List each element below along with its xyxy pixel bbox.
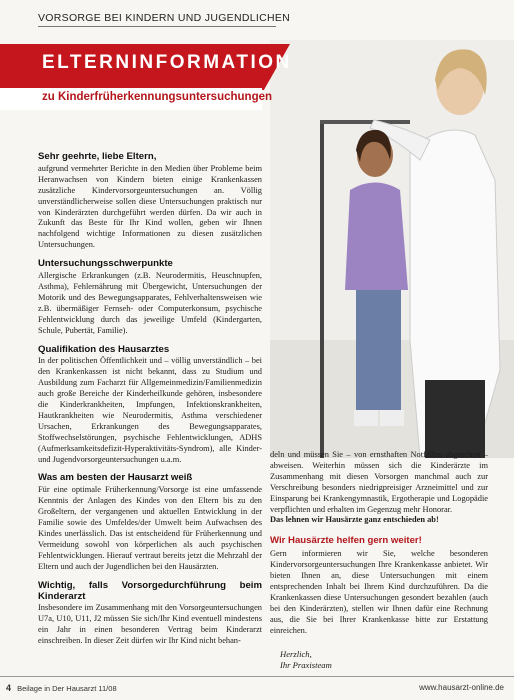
section-heading: Qualifikation des Hausarztes <box>38 343 170 355</box>
page-number: 4 <box>6 683 12 693</box>
issue-label: Beilage in Der Hausarzt 11/08 <box>17 684 117 693</box>
signature-greeting: Herzlich, <box>280 648 312 659</box>
section-text: Allergische Erkrankungen (z.B. Neurodermitis, Heuschnupfen, Asthma), Fehlernährung mit Übergewicht, Untersuchungen der Motorik und des Bewegungsapparates, Fehlverhaltensweisen wie z.B. übermäßiger Fernseh- oder Computerkonsum, psychische Fehlentwicklung durch das jeweilige Umfeld (Kindergarten, Schule, Pubertät, Familie). <box>38 271 262 335</box>
section-text: In der politischen Öffentlichkeit und – völlig unverständlich – bei den Krankenkassen ist nicht bekannt, dass zu Studium und Ausbildung zum Facharzt für Allgemeinmedizin/Familienmedizin auch große Bereiche der Kinderheilkunde gehören, insbesondere die Kinderkrankheiten, Impfungen, Infektionskrankheiten, Hautkrankheiten wie Neurodermitis, Asthma verschiedener Ursachen, Erkrankungen des Bewegungsapparates, Stoffwechselstörungen, psychische Fehlentwicklungen, ADHS (Aufmerksamkeitsdefizit-Hyperaktivitäts-Syndrom), alle Kinder- und Jugendvorsorgeuntersuchungen u.a.m. <box>38 356 262 464</box>
banner <box>0 44 318 108</box>
section-heading: Was am besten der Hausarzt weiß <box>38 472 193 484</box>
signature <box>280 649 488 671</box>
footer-url[interactable]: www.hausarzt-online.de <box>419 683 504 692</box>
column-right <box>270 450 488 671</box>
section-heading: Wichtig, falls Vorsorgedurchführung beim Kinderarzt <box>38 579 262 602</box>
help-text: Gern informieren wir Sie, welche besonderen Kindervorsorgeuntersuchungen Ihre Krankenkasse anbietet. Wir bieten Ihnen an, diese Untersuchungen mit einem entsprechenden Inhalt bei Ihrem Kind durchzuführen. Da die Krankenkassen diese Untersuchungen gesondert bezahlen (auch bei den Kinderärzten), stellen wir Ihnen dafür eine Rechnung aus, die Sie bei Ihrer Krankenkasse bitte zur Erstattung einreichen. <box>270 549 488 635</box>
banner-title: ELTERNINFORMATION <box>42 52 292 73</box>
section-text: Insbesondere im Zusammenhang mit den Vorsorgeuntersuchungen U7a, U10, U11, J2 müssen Sie sich/Ihr Kind eventuell mindestens ein Jahr in einen besonderen Vertrag beim Kinderarzt einschreiben. In dieser Zeit dürfen wir Ihr Kind nicht behan- <box>38 603 262 646</box>
signature-team: Ihr Praxisteam <box>280 659 332 670</box>
footer-left <box>6 683 117 693</box>
continued-text: deln und müssen Sie – von ernsthaften Notfällen abgesehen – abweisen. Weiterhin müssen sich die Kinderärzte im Zusammenhang mit diesen Vorsorgen manchmal auch zur Verschreibung besonders niedrigpreisiger Arzneimittel und zur Einsparung bei Krankengymnastik, Ergotherapie und Logopädie verpflichten und erhalten im Gegenzug mehr Honorar. <box>270 450 488 514</box>
help-heading: Wir Hausärzte helfen gern weiter! <box>270 535 422 547</box>
intro-heading: Sehr geehrte, liebe Eltern, <box>38 151 157 162</box>
intro-text: aufgrund vermehrter Berichte in den Medien über Probleme beim Heranwachsen von Kindern bieten einige Krankenkassen zusätzliche Kindervorsorgeuntersuchungen an. Völlig unverständlicherweise sollen diese Untersuchungen praktisch nur von Kinderärzten durchgeführt werden dürfen. Da wir auch in Zukunft das Beste für Ihr Kind wollen, geben wir Ihnen nachfolgend wichtige Informationen zu diesen zusätzlichen Untersuchungen. <box>38 163 262 250</box>
top-kicker: VORSORGE BEI KINDERN UND JUGENDLICHEN <box>38 12 291 24</box>
section-text: Für eine optimale Früherkennung/Vorsorge ist eine umfassende Kenntnis der Anlagen des Kindes von den Eltern bis zu den Großeltern, der vergangenen und aktuellen Entwicklung in der Familie sowie des Umfeldes/der Umwelt beim Aufwachsen des Kindes unerlässlich. Das ist entscheidend für Früherkennung und Vermeidung sowohl von körperlichen als auch psychischen Fehlentwicklungen. Hierauf vertraut bereits jetzt die Mehrzahl der Eltern und auch der Jugendlichen bei den Hausärzten. <box>38 485 262 571</box>
emphasis-text: Das lehnen wir Hausärzte ganz entschieden ab! <box>270 515 439 525</box>
top-rule <box>38 26 276 27</box>
column-left <box>38 152 262 655</box>
banner-subtitle: zu Kinderfrüherkennungsuntersuchungen <box>42 91 273 103</box>
footer-rule <box>0 676 514 677</box>
section-heading: Untersuchungsschwerpunkte <box>38 258 173 270</box>
